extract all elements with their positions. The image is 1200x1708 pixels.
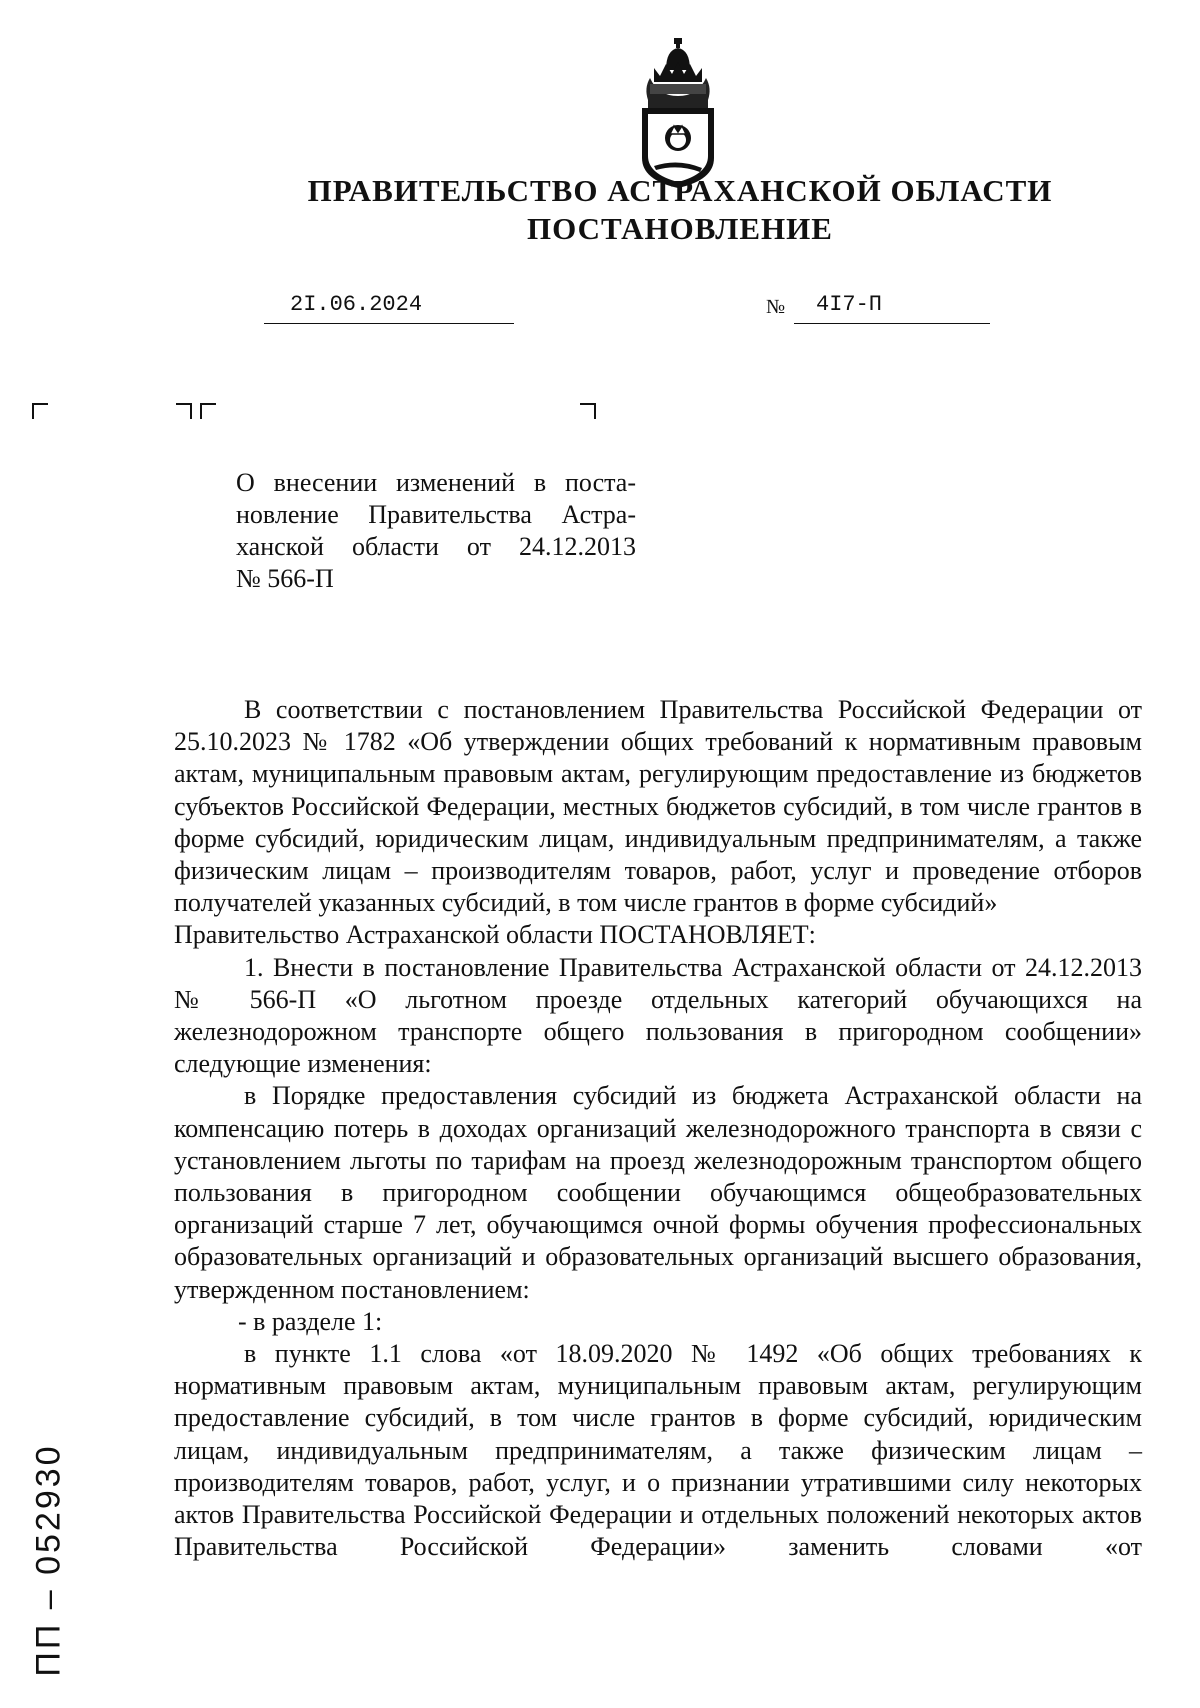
document-date: 2I.06.2024 xyxy=(290,292,423,317)
document-body xyxy=(174,694,1142,1563)
subject-line: ханской области от 24.12.2013 xyxy=(236,532,636,561)
coat-of-arms-emblem xyxy=(640,38,716,188)
body-paragraph-item-1: 1. Внести в постановление Правительства Астраханской области от 24.12.2013 № 566-П «О льготном проезде отдельных категорий обучающихся на железнодорожном транспорте общего пользования в пригородном сообщении» следующие изменения: xyxy=(174,952,1142,1079)
corner-mark-top-left xyxy=(32,403,48,419)
document-type-title: ПОСТАНОВЛЕНИЕ xyxy=(527,211,833,246)
document-subject xyxy=(236,467,636,595)
subject-line: О внесении изменений в поста- xyxy=(236,468,636,497)
body-paragraph-procedure: в Порядке предоставления субсидий из бюджета Астраханской области на компенсацию потерь в доходах организаций железнодорожного транспорта в связи с установлением льготы по тарифам на проезд железнодорожным транспортом общего пользования в пригородном сообщении обучающимся общеобразовательных организаций старше 7 лет, обучающимся очной формы обучения профессиональных образовательных организаций и образовательных организаций высшего образования, утвержденном постановлением: xyxy=(174,1081,1142,1304)
corner-mark-subject-end xyxy=(580,403,596,419)
number-sign: № xyxy=(766,296,786,318)
subject-line: новление Правительства Астра- xyxy=(236,500,636,529)
subject-line: № 566-П xyxy=(236,564,334,593)
authority-title: ПРАВИТЕЛЬСТВО АСТРАХАНСКОЙ ОБЛАСТИ xyxy=(307,173,1053,208)
body-paragraph-resolves: Правительство Астраханской области ПОСТАНОВЛЯЕТ: xyxy=(174,920,816,950)
document-number: 4I7-П xyxy=(816,292,883,317)
corner-mark-left-end xyxy=(176,403,192,419)
serial-text: ПП – 052930 xyxy=(29,1443,68,1677)
body-paragraph-clause-1-1: в пункте 1.1 слова «от 18.09.2020 № 1492 «Об общих требованиях к нормативным правовым актам, муниципальным правовым актам, регулирующим предоставление субсидий, в том числе грантов в форме субсидий, юридическим лицам, индивидуальным предпринимателям, а также физическим лицам – производителям товаров, работ, услуг, и о признании утратившими силу некоторых актов Правительства Российской Федерации и отдельных положений некоторых актов Правительства Российской Федерации» заменить словами «от xyxy=(174,1339,1142,1562)
number-underline xyxy=(794,322,990,324)
corner-mark-subject-start xyxy=(200,403,216,419)
body-paragraph-section-1: - в разделе 1: xyxy=(238,1306,383,1336)
body-paragraph-preamble: В соответствии с постановлением Правительства Российской Федерации от 25.10.2023 № 1782 «Об утверждении общих требований к нормативным правовым актам, муниципальным правовым актам, регулирующим предоставление из бюджетов субъектов Российской Федерации, местных бюджетов субсидий, в том числе грантов в форме субсидий, юридическим лицам, индивидуальным предпринимателям, а также физическим лицам – производителям товаров, работ, услуг и проведение отборов получателей указанных субсидий, в том числе грантов в форме субсидий» xyxy=(174,695,1142,918)
date-underline xyxy=(264,322,514,324)
form-serial-number xyxy=(26,1420,72,1700)
